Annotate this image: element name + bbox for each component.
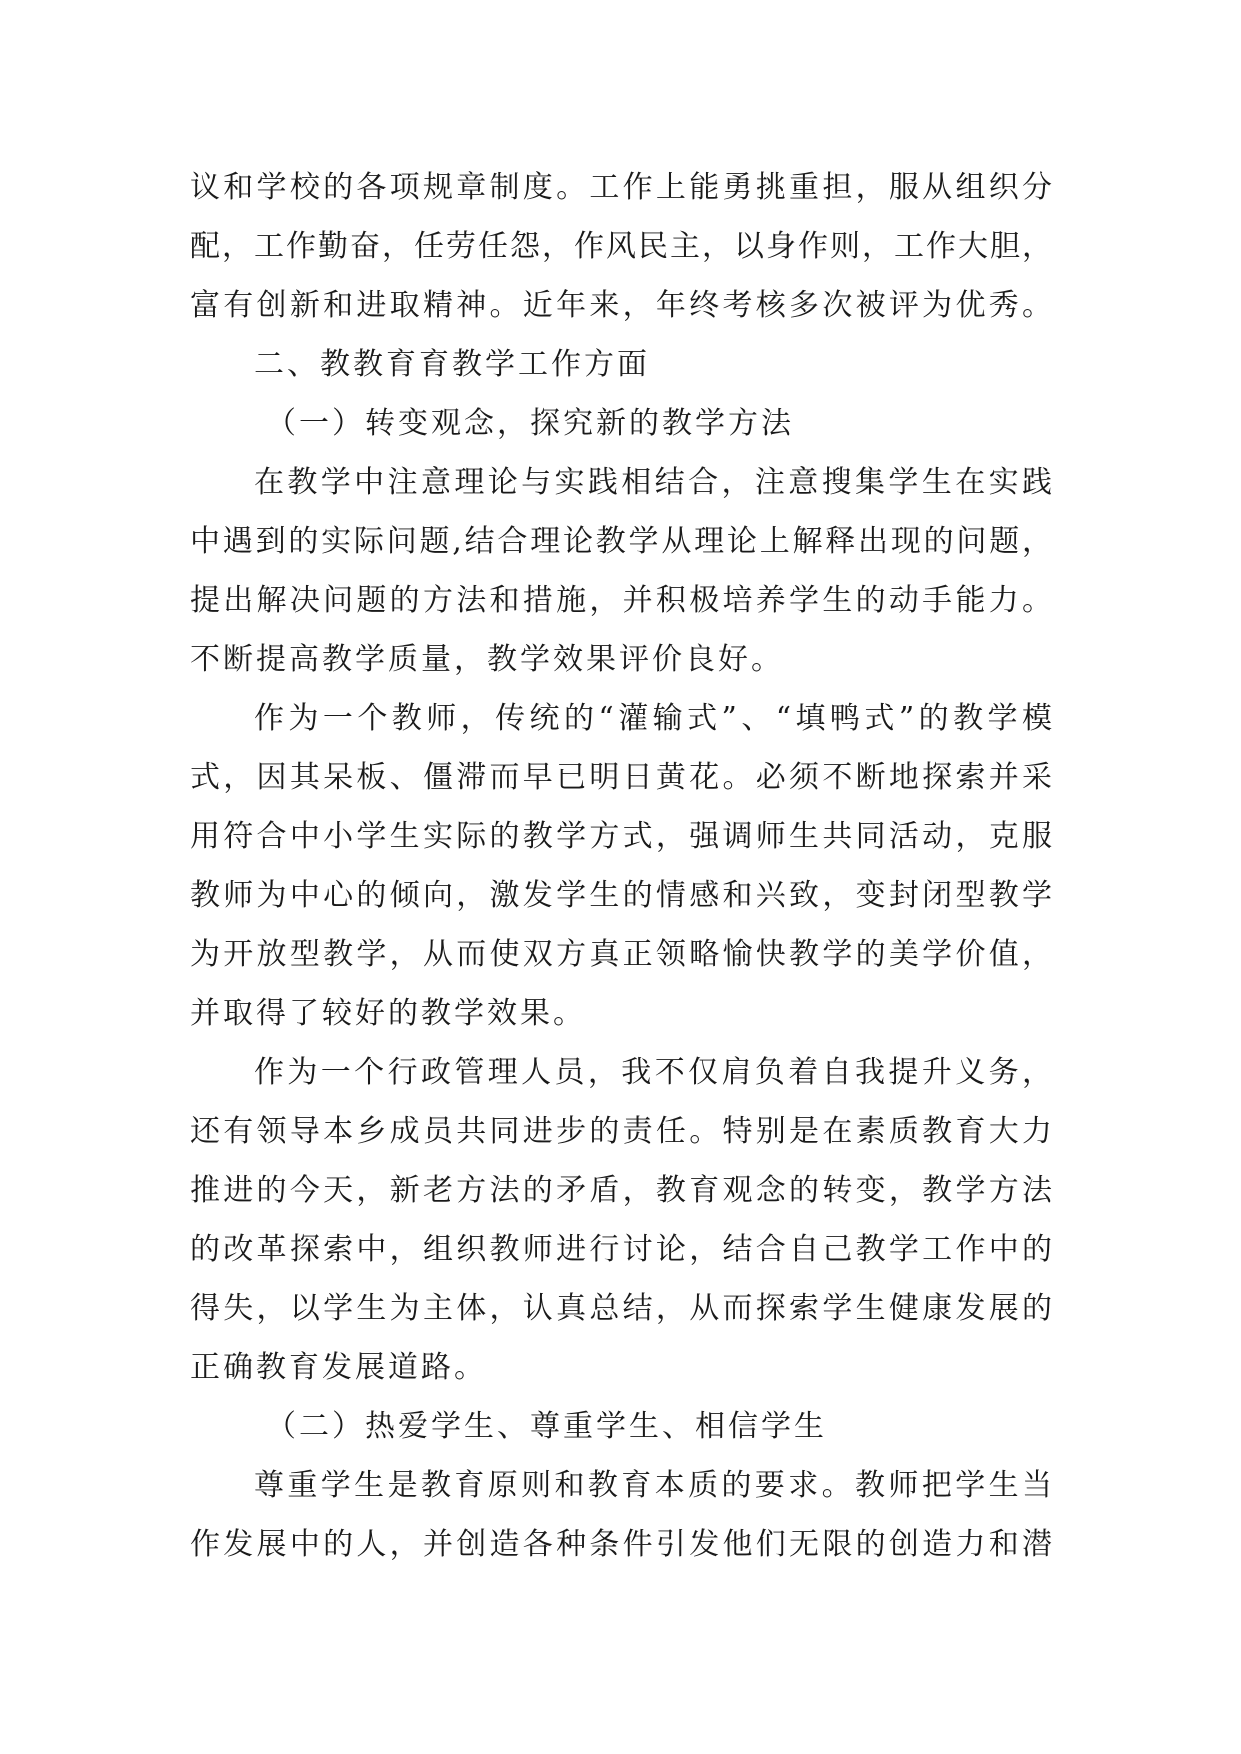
text-line: 用符合中小学生实际的教学方式，强调师生共同活动，克服 bbox=[190, 819, 1052, 854]
text-line: 教师为中心的倾向，激发学生的情感和兴致，变封闭型教学 bbox=[190, 878, 1052, 913]
text-line: 二、教教育育教学工作方面 bbox=[254, 347, 650, 382]
text-line: 富有创新和进取精神。近年来，年终考核多次被评为优秀。 bbox=[190, 288, 1052, 323]
text-line: 为开放型教学，从而使双方真正领略愉快教学的美学价值， bbox=[190, 937, 1052, 972]
text-line: 式，因其呆板、僵滞而早已明日黄花。必须不断地探索并采 bbox=[190, 760, 1052, 795]
text-line: 作发展中的人，并创造各种条件引发他们无限的创造力和潜 bbox=[190, 1527, 1052, 1562]
text-line: 作为一个教师，传统的“灌输式”、“填鸭式”的教学模 bbox=[254, 701, 1052, 736]
text-line: 在教学中注意理论与实践相结合，注意搜集学生在实践 bbox=[254, 465, 1052, 500]
text-line: （二）热爱学生、尊重学生、相信学生 bbox=[266, 1409, 827, 1444]
text-line: 议和学校的各项规章制度。工作上能勇挑重担，服从组织分 bbox=[190, 170, 1052, 205]
document-body bbox=[190, 158, 1052, 1574]
text-line: 的改革探索中，组织教师进行讨论，结合自己教学工作中的 bbox=[190, 1232, 1052, 1267]
text-line: 不断提高教学质量，教学效果评价良好。 bbox=[190, 642, 784, 677]
text-line: 得失，以学生为主体，认真总结，从而探索学生健康发展的 bbox=[190, 1291, 1052, 1326]
text-line: 尊重学生是教育原则和教育本质的要求。教师把学生当 bbox=[254, 1468, 1052, 1503]
text-line: 正确教育发展道路。 bbox=[190, 1350, 487, 1385]
text-line: 配，工作勤奋，任劳任怨，作风民主，以身作则，工作大胆， bbox=[190, 229, 1052, 264]
text-line: 中遇到的实际问题,结合理论教学从理论上解释出现的问题， bbox=[190, 524, 1052, 559]
text-line: 提出解决问题的方法和措施，并积极培养学生的动手能力。 bbox=[190, 583, 1052, 618]
text-line: 还有领导本乡成员共同进步的责任。特别是在素质教育大力 bbox=[190, 1114, 1052, 1149]
text-line: 并取得了较好的教学效果。 bbox=[190, 996, 586, 1031]
text-line: 推进的今天，新老方法的矛盾，教育观念的转变，教学方法 bbox=[190, 1173, 1052, 1208]
text-line: 作为一个行政管理人员，我不仅肩负着自我提升义务， bbox=[254, 1055, 1052, 1090]
text-line: （一）转变观念，探究新的教学方法 bbox=[266, 406, 794, 441]
